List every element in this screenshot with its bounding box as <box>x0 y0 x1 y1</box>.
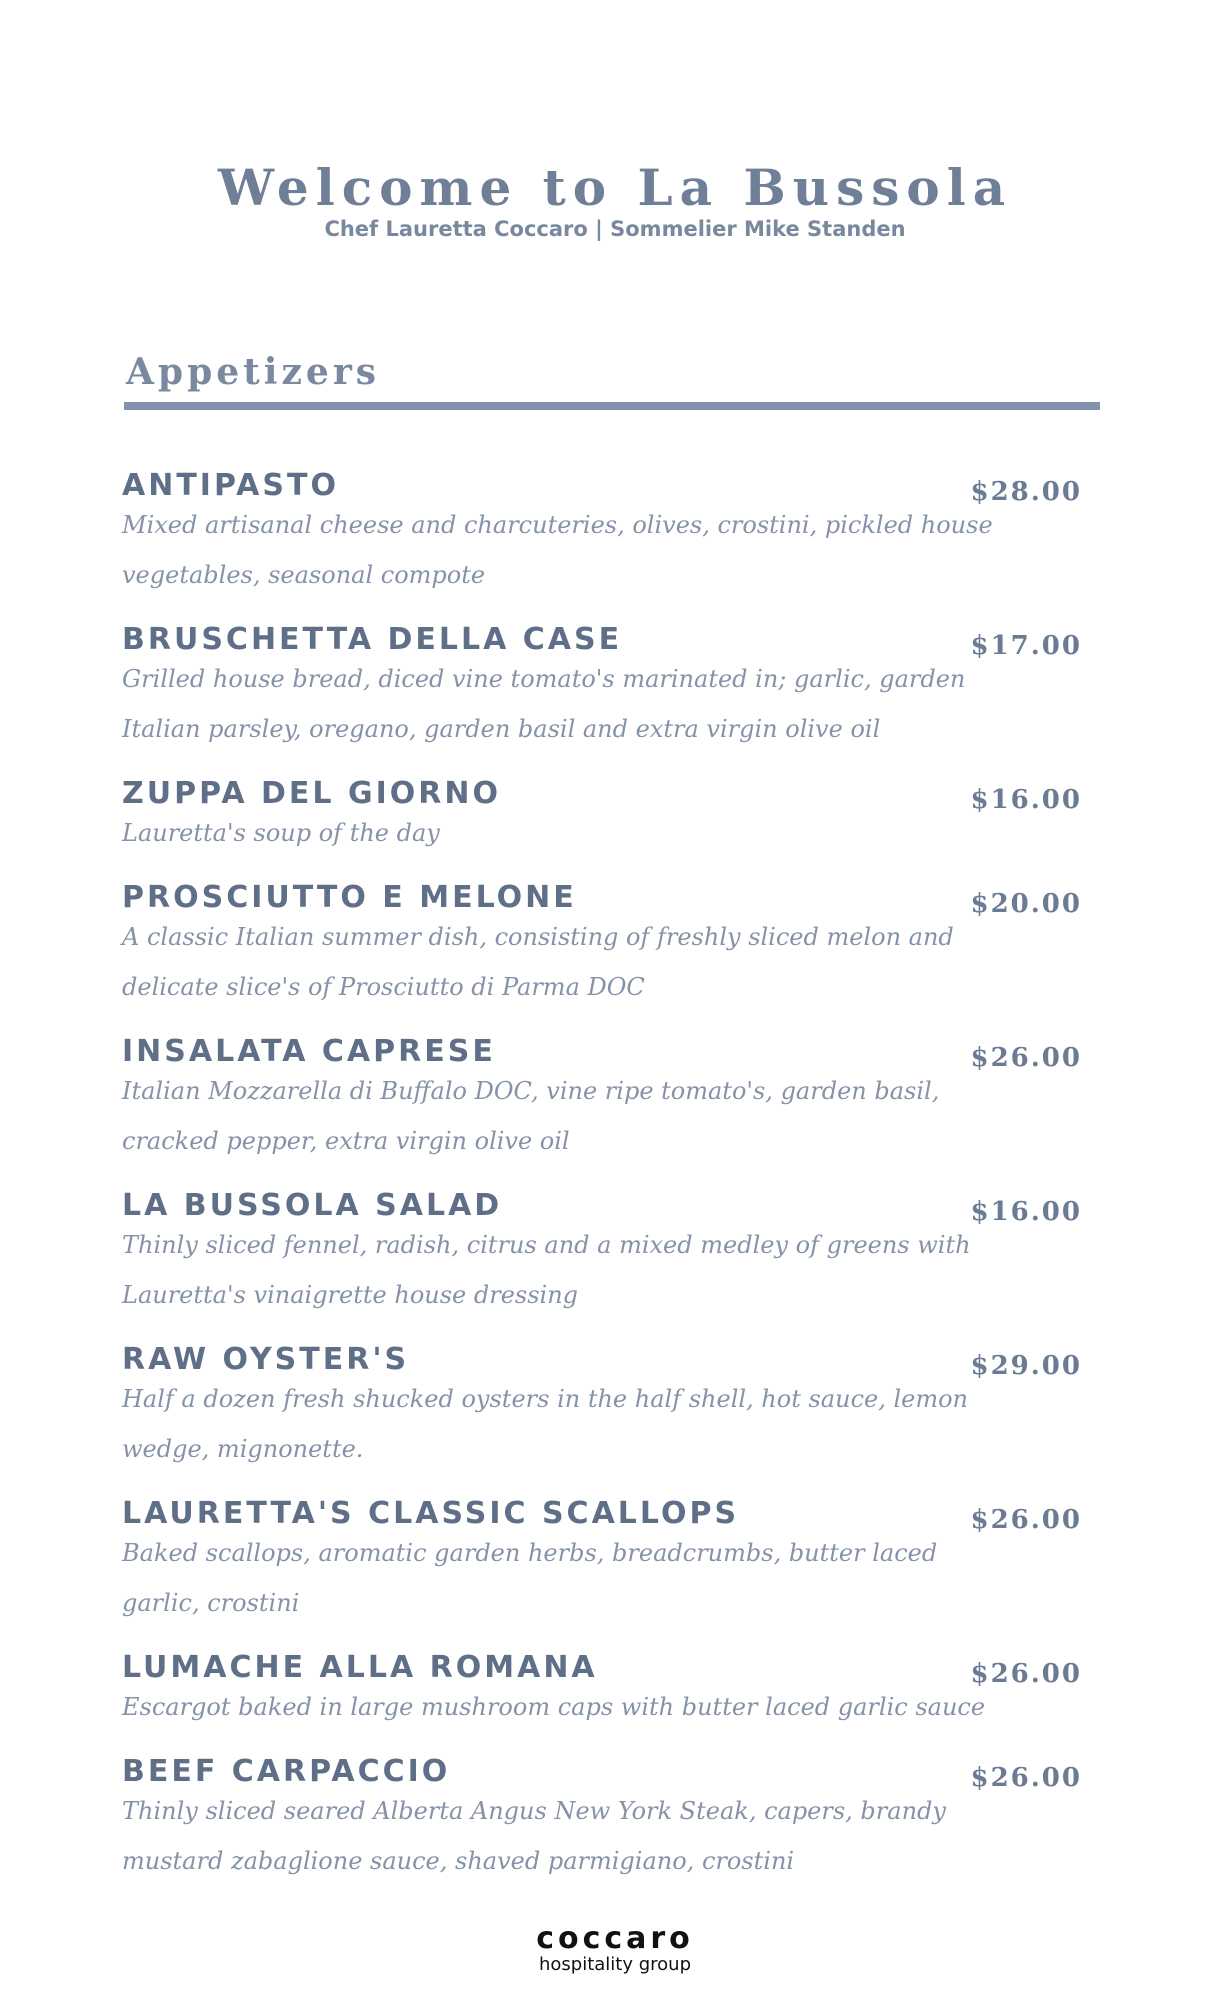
menu-item-price: $26.00 <box>970 1763 1082 1793</box>
menu-item-price: $16.00 <box>970 785 1082 815</box>
menu-item-description: Mixed artisanal cheese and charcuteries, olives, crostini, pickled house vegetables, seasonal compote <box>122 511 993 589</box>
menu-item-name: LUMACHE ALLA ROMANA <box>122 1650 598 1685</box>
menu-item <box>122 620 1082 754</box>
menu-item-price: $28.00 <box>970 477 1082 507</box>
menu-item-description: Lauretta's soup of the day <box>122 819 440 847</box>
menu-item <box>122 466 1082 600</box>
menu-item <box>122 1186 1082 1320</box>
menu-item-description: Italian Mozzarella di Buffalo DOC, vine ripe tomato's, garden basil, cracked pepper, extra virgin olive oil <box>122 1077 940 1155</box>
menu-item <box>122 1032 1082 1166</box>
menu-item <box>122 878 1082 1012</box>
section-divider <box>124 402 1100 410</box>
menu-item <box>122 1340 1082 1474</box>
menu-item-price: $26.00 <box>970 1659 1082 1689</box>
page-title: Welcome to La Bussola <box>217 158 1013 217</box>
menu-item-name: LAURETTA'S CLASSIC SCALLOPS <box>122 1496 740 1531</box>
menu-item-price: $17.00 <box>970 631 1082 661</box>
menu-item-price: $20.00 <box>970 889 1082 919</box>
menu-item <box>122 1494 1082 1628</box>
menu-item-description: Baked scallops, aromatic garden herbs, breadcrumbs, butter laced garlic, crostini <box>122 1539 938 1617</box>
menu-item-name: BRUSCHETTA DELLA CASE <box>122 622 623 657</box>
menu-item <box>122 1752 1082 1886</box>
logo-wordmark: coccaro <box>536 1921 694 1956</box>
menu-list <box>122 466 1082 1906</box>
menu-item-name: PROSCIUTTO E MELONE <box>122 880 577 915</box>
menu-item-description: A classic Italian summer dish, consisting of freshly sliced melon and delicate slice's of Prosciutto di Parma DOC <box>122 923 954 1001</box>
menu-item-name: ZUPPA DEL GIORNO <box>122 776 501 811</box>
menu-item-description: Half a dozen fresh shucked oysters in the half shell, hot sauce, lemon wedge, mignonette. <box>122 1385 969 1463</box>
menu-item-name: LA BUSSOLA SALAD <box>122 1188 503 1223</box>
menu-header <box>0 160 1214 242</box>
menu-item-price: $26.00 <box>970 1505 1082 1535</box>
menu-item-name: ANTIPASTO <box>122 468 339 503</box>
menu-item <box>122 1648 1082 1732</box>
staff-credits: Chef Lauretta Coccaro | Sommelier Mike Standen <box>324 217 906 241</box>
menu-item-price: $29.00 <box>970 1351 1082 1381</box>
menu-item-description: Escargot baked in large mushroom caps with butter laced garlic sauce <box>122 1693 986 1721</box>
menu-item-name: INSALATA CAPRESE <box>122 1034 496 1069</box>
menu-item-description: Thinly sliced fennel, radish, citrus and a mixed medley of greens with Lauretta's vinaigrette house dressing <box>122 1231 971 1309</box>
section-title: Appetizers <box>126 351 381 393</box>
menu-item-price: $16.00 <box>970 1197 1082 1227</box>
menu-item-description: Thinly sliced seared Alberta Angus New York Steak, capers, brandy mustard zabaglione sauce, shaved parmigiano, crostini <box>122 1797 946 1875</box>
menu-item-description: Grilled house bread, diced vine tomato's marinated in; garlic, garden Italian parsley, oregano, garden basil and extra virgin olive oil <box>122 665 966 743</box>
company-logo <box>0 1921 1214 1976</box>
logo-tagline: hospitality group <box>538 1954 692 1975</box>
menu-item-name: BEEF CARPACCIO <box>122 1754 451 1789</box>
menu-item <box>122 774 1082 858</box>
menu-item-price: $26.00 <box>970 1043 1082 1073</box>
menu-item-name: RAW OYSTER'S <box>122 1342 410 1377</box>
